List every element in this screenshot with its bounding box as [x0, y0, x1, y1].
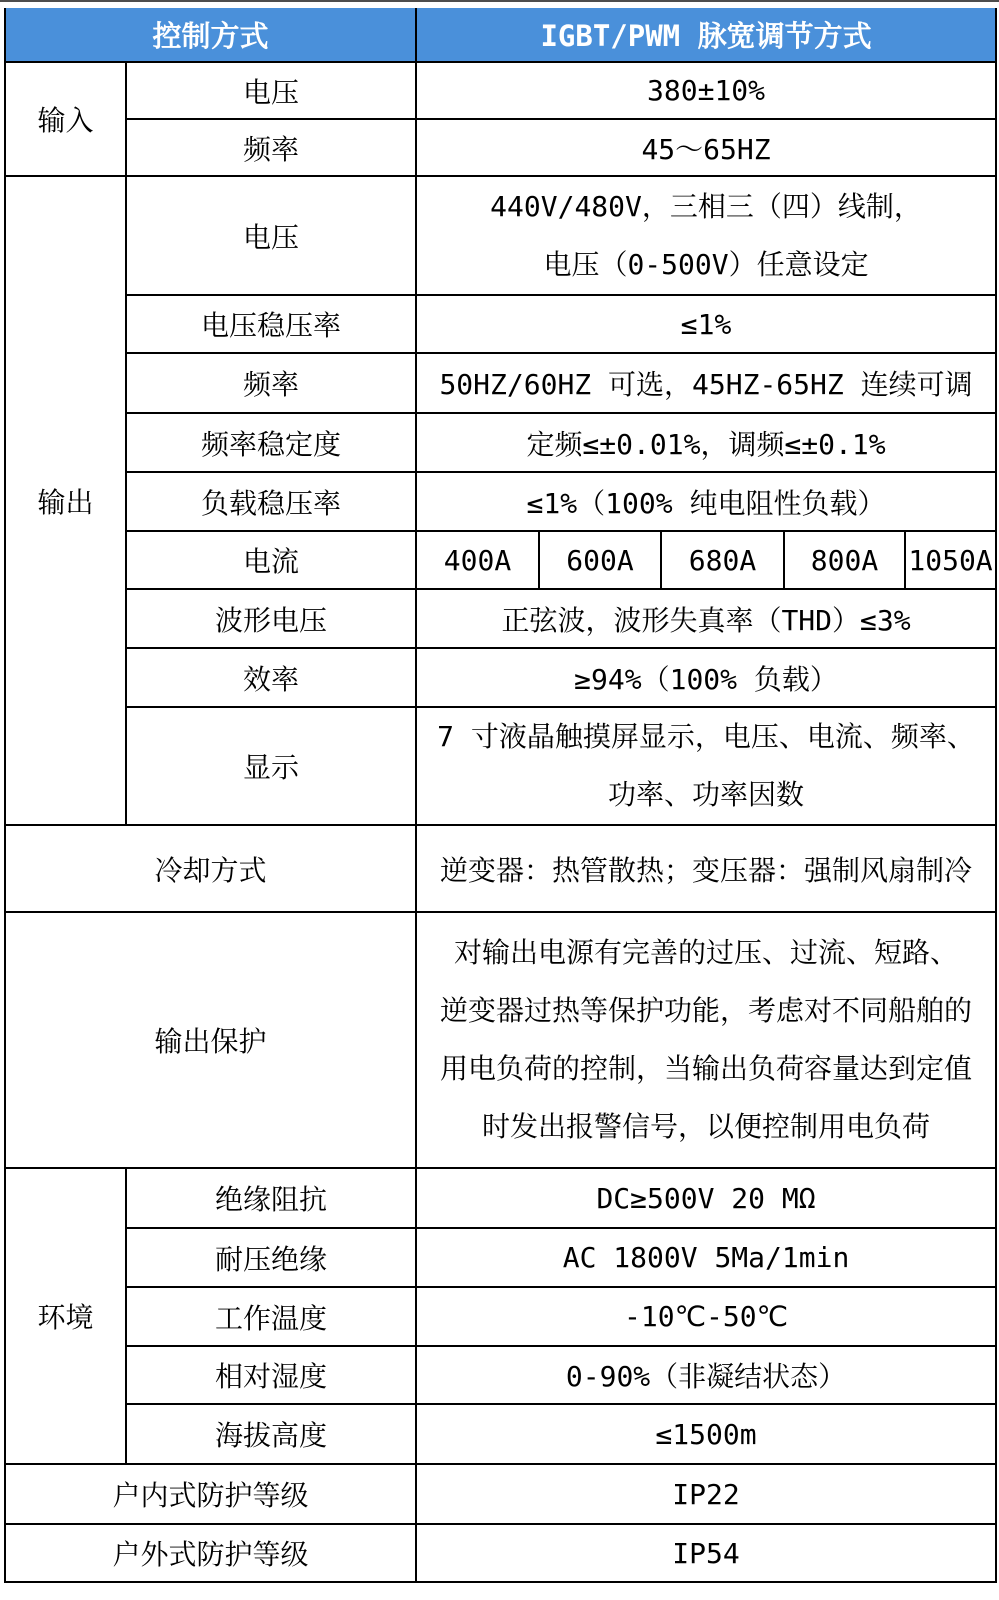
param-voltage-regulation: 电压稳压率 [126, 295, 416, 353]
row-efficiency [5, 648, 996, 707]
value-input-voltage: 380±10% [416, 62, 996, 119]
row-working-temperature [5, 1287, 996, 1346]
header-control-method: 控制方式 [5, 8, 416, 62]
row-altitude [5, 1404, 996, 1464]
value-output-voltage-line1: 440V/480V，三相三（四）线制， [490, 189, 922, 223]
value-insulation-resistance: DC≥500V 20 MΩ [416, 1168, 996, 1228]
param-efficiency: 效率 [126, 648, 416, 707]
value-display-line2: 功率、功率因数 [608, 778, 805, 811]
value-frequency-stability: 定频≤±0.01%，调频≤±0.1% [416, 413, 996, 472]
value-withstand-voltage: AC 1800V 5Ma/1min [416, 1228, 996, 1287]
param-load-regulation: 负载稳压率 [126, 472, 416, 531]
row-current [5, 531, 996, 589]
param-withstand-voltage: 耐压绝缘 [126, 1228, 416, 1287]
value-current-600a: 600A [539, 531, 661, 589]
value-output-voltage-line2: 电压（0-500V）任意设定 [543, 247, 869, 281]
param-input-frequency: 频率 [126, 119, 416, 176]
value-current-400a: 400A [416, 531, 539, 589]
value-altitude: ≤1500m [416, 1404, 996, 1464]
value-current-1050a: 1050A [905, 531, 996, 589]
value-current-800a: 800A [784, 531, 905, 589]
section-label-input: 输入 [5, 62, 126, 176]
param-protection: 输出保护 [5, 912, 416, 1168]
param-waveform: 波形电压 [126, 589, 416, 648]
value-current-680a: 680A [661, 531, 784, 589]
value-load-regulation: ≤1%（100% 纯电阻性负载） [416, 472, 996, 531]
row-relative-humidity [5, 1346, 996, 1404]
value-protection [416, 912, 996, 1168]
param-relative-humidity: 相对湿度 [126, 1346, 416, 1404]
value-working-temperature: -10℃-50℃ [416, 1287, 996, 1346]
spec-table [4, 8, 997, 1583]
param-outdoor-protection: 户外式防护等级 [5, 1524, 416, 1582]
row-insulation-resistance [5, 1168, 996, 1228]
value-cooling: 逆变器：热管散热；变压器：强制风扇制冷 [416, 825, 996, 912]
param-output-frequency: 频率 [126, 353, 416, 413]
param-display: 显示 [126, 707, 416, 825]
row-output-voltage [5, 176, 996, 295]
value-outdoor-protection: IP54 [416, 1524, 996, 1582]
page-top-rule [0, 0, 999, 2]
value-protection-line1: 对输出电源有完善的过压、过流、短路、 [454, 936, 959, 969]
row-cooling [5, 825, 996, 912]
value-voltage-regulation: ≤1% [416, 295, 996, 353]
value-output-frequency: 50HZ/60HZ 可选，45HZ-65HZ 连续可调 [416, 353, 996, 413]
value-protection-line4: 时发出报警信号，以便控制用电负荷 [482, 1110, 931, 1143]
param-indoor-protection: 户内式防护等级 [5, 1464, 416, 1524]
row-input-frequency [5, 119, 996, 176]
value-input-frequency: 45～65HZ [416, 119, 996, 176]
value-protection-line3: 用电负荷的控制，当输出负荷容量达到定值 [440, 1052, 973, 1085]
param-output-voltage: 电压 [126, 176, 416, 295]
value-display-line1: 7 寸液晶触摸屏显示，电压、电流、频率、 [437, 720, 975, 753]
row-frequency-stability [5, 413, 996, 472]
section-label-output: 输出 [5, 176, 126, 825]
row-indoor-protection [5, 1464, 996, 1524]
param-input-voltage: 电压 [126, 62, 416, 119]
row-withstand-voltage [5, 1228, 996, 1287]
row-waveform [5, 589, 996, 648]
param-altitude: 海拔高度 [126, 1404, 416, 1464]
param-insulation-resistance: 绝缘阻抗 [126, 1168, 416, 1228]
param-cooling: 冷却方式 [5, 825, 416, 912]
value-output-voltage [416, 176, 996, 295]
value-waveform: 正弦波，波形失真率（THD）≤3% [416, 589, 996, 648]
value-efficiency: ≥94%（100% 负载） [416, 648, 996, 707]
row-outdoor-protection [5, 1524, 996, 1582]
value-display [416, 707, 996, 825]
row-output-frequency [5, 353, 996, 413]
param-frequency-stability: 频率稳定度 [126, 413, 416, 472]
value-relative-humidity: 0-90%（非凝结状态） [416, 1346, 996, 1404]
value-indoor-protection: IP22 [416, 1464, 996, 1524]
row-load-regulation [5, 472, 996, 531]
param-current: 电流 [126, 531, 416, 589]
row-input-voltage [5, 62, 996, 119]
param-working-temperature: 工作温度 [126, 1287, 416, 1346]
row-protection [5, 912, 996, 1168]
value-protection-line2: 逆变器过热等保护功能，考虑对不同船舶的 [440, 994, 973, 1027]
header-control-value: IGBT/PWM 脉宽调节方式 [416, 8, 996, 62]
row-voltage-regulation [5, 295, 996, 353]
row-display [5, 707, 996, 825]
section-label-environment: 环境 [5, 1168, 126, 1464]
header-row [5, 8, 996, 62]
